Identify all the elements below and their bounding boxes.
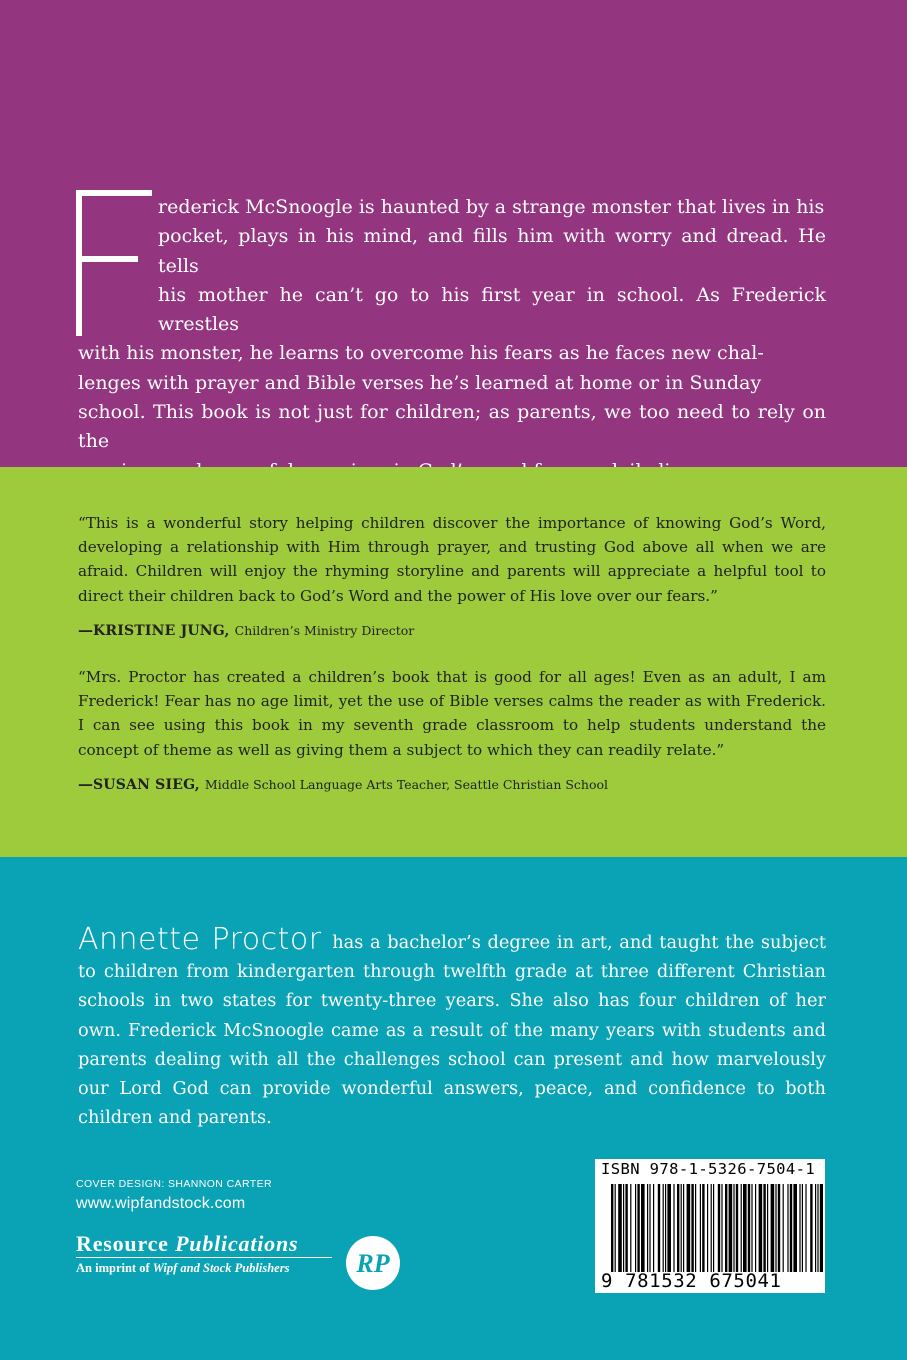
barcode-bar <box>763 1184 765 1272</box>
barcode-bar <box>677 1184 679 1272</box>
barcode-bar <box>647 1184 648 1272</box>
blurb-line: pocket, plays in his mind, and fills him with worry and dread. He tells <box>158 225 826 277</box>
endorser-role: Children’s Ministry Director <box>234 623 415 638</box>
endorsement-quote: “This is a wonderful story helping children discover the importance of knowing God’s Word, developing a relationship with Him through prayer, and trusting God above all when we are afraid. Children will enjoy the rhyming storyline and parents will appreciate a helpful tool to direct their children back to God’s Word and the power of His love over our fears.” <box>78 514 826 605</box>
barcode-bar <box>805 1184 806 1272</box>
publisher-logo-icon <box>344 1234 402 1292</box>
blurb <box>78 193 826 486</box>
barcode-icon <box>611 1184 823 1272</box>
barcode-bar <box>700 1184 701 1272</box>
barcode-bar <box>665 1184 666 1272</box>
barcode-bar <box>729 1184 733 1272</box>
publisher-url[interactable]: www.wipfandstock.com <box>76 1195 246 1212</box>
drop-cap <box>76 190 156 336</box>
barcode-bar <box>778 1184 780 1272</box>
author-name: Annette Proctor <box>78 922 322 957</box>
barcode-bar <box>635 1184 636 1272</box>
barcode-bar <box>755 1184 756 1272</box>
barcode-bar <box>743 1184 747 1272</box>
author-bio-text: has a bachelor’s degree in art, and taught the subject to children from kindergarten through twelfth grade at three different Christian schools in two states for twenty-three years. She also has four children of her own. Frederick McSnoogle came as a result of the many years with students and parents dealing with all the challenges school can present and how marvelously our Lord God can provide wonderful answers, peace, and confidence to both children and parents. <box>78 932 826 1129</box>
barcode-bar <box>658 1184 660 1272</box>
barcode-bar <box>751 1184 752 1272</box>
barcode-bar <box>775 1184 776 1272</box>
barcode-bar <box>663 1184 664 1272</box>
barcode-bar <box>713 1184 714 1272</box>
barcode-bar <box>767 1184 768 1272</box>
barcode-bar <box>733 1184 734 1272</box>
publisher-divider <box>76 1257 332 1258</box>
publisher-name: Resource Publications <box>76 1231 299 1256</box>
barcode-bar <box>653 1184 654 1272</box>
barcode-bar <box>771 1184 775 1272</box>
barcode-bar <box>667 1184 671 1272</box>
barcode-digits: 9 781532 675041 <box>601 1270 782 1292</box>
barcode-bar <box>637 1184 639 1272</box>
barcode-bar <box>618 1184 622 1272</box>
blurb-line: school. This book is not just for children; as parents, we too need to rely on the <box>78 401 826 453</box>
barcode-bar <box>615 1184 616 1272</box>
barcode-bar <box>793 1184 797 1272</box>
isbn-label: ISBN 978-1-5326-7504-1 <box>601 1160 816 1178</box>
barcode-bar <box>673 1184 674 1272</box>
endorser-name: KRISTINE JUNG, <box>93 623 230 639</box>
barcode-bar <box>783 1184 784 1272</box>
barcode-bar <box>725 1184 727 1272</box>
barcode-bar <box>736 1184 738 1272</box>
barcode-bar <box>790 1184 792 1272</box>
barcode-bar <box>691 1184 693 1272</box>
blurb-line: his mother he can’t go to his first year in school. As Frederick wrestles <box>158 283 826 336</box>
barcode-bar <box>748 1184 750 1272</box>
barcode-bar <box>649 1184 650 1272</box>
blurb-text <box>78 193 826 486</box>
barcode-bar <box>810 1184 812 1272</box>
author-bio <box>78 922 826 1132</box>
endorsement-attribution: —SUSAN SIEG, Middle School Language Arts Teacher, Seattle Christian School <box>78 775 609 793</box>
barcode-bar <box>799 1184 800 1272</box>
barcode-bar <box>711 1184 712 1272</box>
barcode-bar <box>623 1184 624 1272</box>
barcode-bar <box>625 1184 627 1272</box>
endorsement-quote: “Mrs. Proctor has created a children’s book that is good for all ages! Even as an adult, I am Frederick! Fear has no age limit, yet the use of Bible verses calms the reader as with Frederick. I can see using this book in my seventh grade classroom to help students understand the concept of theme as well as giving them a subject to which they can readily relate.” <box>78 668 826 759</box>
barcode-bar <box>817 1184 818 1272</box>
barcode-bar <box>681 1184 682 1272</box>
barcode-bar <box>787 1184 788 1272</box>
barcode-bar <box>759 1184 763 1272</box>
svg-text:RP: RP <box>356 1249 390 1278</box>
barcode-bar <box>683 1184 684 1272</box>
cover-credit: COVER DESIGN: SHANNON CARTER <box>76 1178 272 1190</box>
barcode-bar <box>721 1184 722 1272</box>
barcode-bar <box>641 1184 645 1272</box>
barcode-bar <box>630 1184 631 1272</box>
publisher-imprint: An imprint of Wipf and Stock Publishers <box>76 1261 290 1275</box>
barcode-bar <box>702 1184 704 1272</box>
barcode-bar <box>718 1184 720 1272</box>
barcode-bar <box>820 1184 823 1272</box>
endorser-role: Middle School Language Arts Teacher, Seattle Christian School <box>204 777 609 792</box>
barcode-bar <box>707 1184 708 1272</box>
barcode-bar <box>741 1184 742 1272</box>
endorsement-attribution: —KRISTINE JUNG, Children’s Ministry Director <box>78 621 415 639</box>
endorser-name: SUSAN SIEG, <box>93 777 200 793</box>
barcode-bar <box>815 1184 816 1272</box>
barcode-bar <box>802 1184 803 1272</box>
barcode-bar <box>687 1184 691 1272</box>
blurb-line: rederick McSnoogle is haunted by a strange monster that lives in his <box>158 196 825 218</box>
blurb-line: lenges with prayer and Bible verses he’s learned at home or in Sunday <box>78 371 762 394</box>
barcode-bar <box>695 1184 696 1272</box>
blurb-line: with his monster, he learns to overcome his fears as he faces new chal- <box>78 342 764 365</box>
barcode-bar <box>611 1184 613 1272</box>
